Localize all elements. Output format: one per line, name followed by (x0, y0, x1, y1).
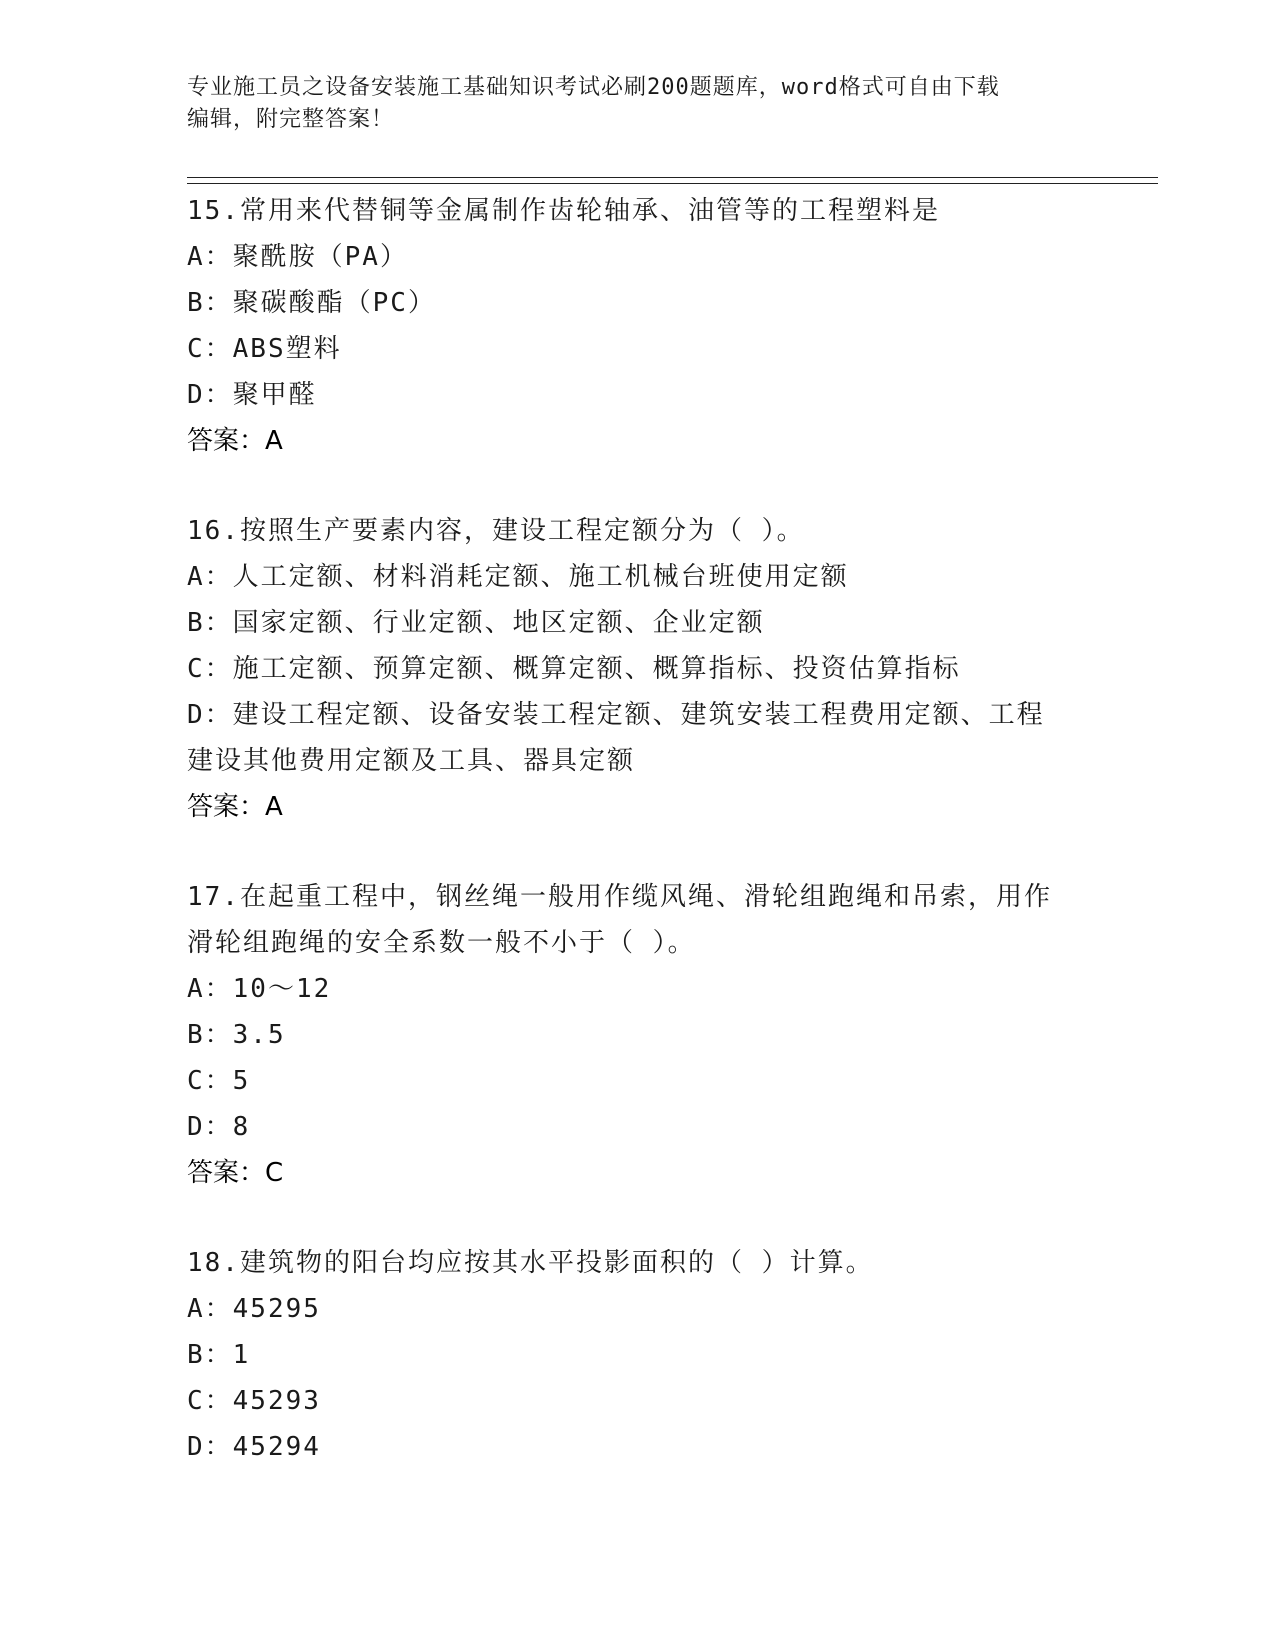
answer-label: 答案：C (187, 1158, 284, 1188)
document-header (187, 72, 1087, 136)
option-c: C：45293 (187, 1386, 321, 1416)
option-a: A：聚酰胺（PA） (187, 242, 408, 272)
option-a: A：10～12 (187, 974, 332, 1004)
question-stem: 16.按照生产要素内容，建设工程定额分为（ ）。 (187, 516, 805, 546)
answer-label: 答案：A (187, 426, 283, 456)
option-b: B：1 (187, 1340, 251, 1370)
header-divider-bottom (187, 183, 1158, 184)
option-c: C：5 (187, 1066, 251, 1096)
option-d: D：45294 (187, 1432, 321, 1462)
option-d: D：建设工程定额、设备安装工程定额、建筑安装工程费用定额、工程 (187, 700, 1045, 730)
option-a: A：45295 (187, 1294, 321, 1324)
question-15 (187, 188, 1087, 464)
option-c: C：施工定额、预算定额、概算定额、概算指标、投资估算指标 (187, 654, 961, 684)
option-d: D：聚甲醛 (187, 380, 317, 410)
option-a: A：人工定额、材料消耗定额、施工机械台班使用定额 (187, 562, 849, 592)
question-stem: 15.常用来代替铜等金属制作齿轮轴承、油管等的工程塑料是 (187, 196, 940, 226)
header-line-2: 编辑，附完整答案！ (187, 107, 395, 132)
answer-label: 答案：A (187, 792, 283, 822)
question-stem: 17.在起重工程中，钢丝绳一般用作缆风绳、滑轮组跑绳和吊索，用作 (187, 882, 1052, 912)
question-18 (187, 1240, 1087, 1470)
header-divider-top (187, 177, 1158, 178)
option-b: B：聚碳酸酯（PC） (187, 288, 436, 318)
option-d: D：8 (187, 1112, 251, 1142)
question-stem-continued: 滑轮组跑绳的安全系数一般不小于（ ）。 (187, 928, 696, 958)
question-16 (187, 508, 1087, 830)
option-b: B：国家定额、行业定额、地区定额、企业定额 (187, 608, 765, 638)
option-d-continued: 建设其他费用定额及工具、器具定额 (187, 746, 636, 776)
question-stem: 18.建筑物的阳台均应按其水平投影面积的（ ）计算。 (187, 1248, 874, 1278)
option-c: C：ABS塑料 (187, 334, 342, 364)
question-17 (187, 874, 1087, 1196)
header-line-1: 专业施工员之设备安装施工基础知识考试必刷200题题库，word格式可自由下载 (187, 75, 1000, 100)
option-b: B：3.5 (187, 1020, 286, 1050)
